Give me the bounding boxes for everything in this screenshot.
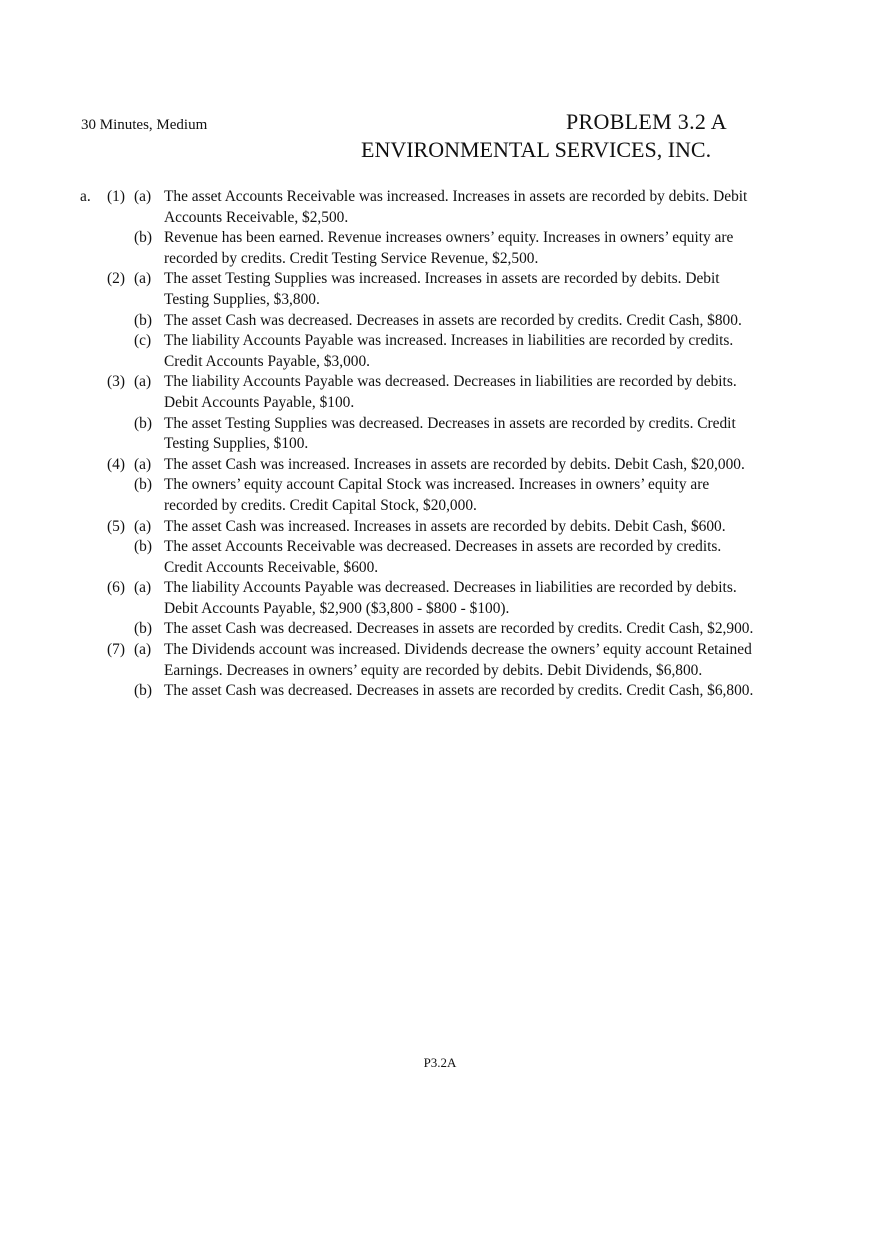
entry-text: The asset Testing Supplies was decreased. Decreases in assets are recorded by credits. Credit Testing Supplies, $100. bbox=[164, 414, 736, 453]
entry-number: (2) bbox=[107, 270, 125, 288]
entry-letter: (a) bbox=[134, 579, 152, 597]
entry-text: The asset Cash was decreased. Decreases in assets are recorded by credits. Credit Cash, $800. bbox=[164, 311, 742, 329]
entry-7b bbox=[80, 681, 760, 702]
entry-text: The asset Cash was decreased. Decreases in assets are recorded by credits. Credit Cash, $2,900. bbox=[164, 620, 754, 638]
entry-2a bbox=[80, 269, 760, 310]
entry-letter: (b) bbox=[134, 538, 152, 556]
entry-6b bbox=[80, 619, 760, 640]
entry-2b bbox=[80, 311, 760, 332]
entry-letter: (a) bbox=[134, 455, 152, 473]
entry-text: The asset Testing Supplies was increased. Increases in assets are recorded by debits. Debit Testing Supplies, $3,800. bbox=[164, 270, 720, 308]
entry-4b bbox=[80, 475, 760, 516]
entry-7a bbox=[80, 640, 760, 681]
entry-4a bbox=[80, 455, 760, 476]
entry-3b bbox=[80, 414, 760, 455]
entry-text: The asset Cash was increased. Increases in assets are recorded by debits. Debit Cash, $600. bbox=[164, 517, 726, 535]
entry-letter: (b) bbox=[134, 620, 152, 638]
entry-text: The owners’ equity account Capital Stock was increased. Increases in owners’ equity are recorded by credits. Credit Capital Stock, $20,000. bbox=[164, 476, 710, 514]
entry-letter: (a) bbox=[134, 517, 152, 535]
entry-text: The asset Cash was increased. Increases in assets are recorded by debits. Debit Cash, $20,000. bbox=[164, 455, 745, 473]
entry-5a bbox=[80, 517, 760, 538]
entry-2c bbox=[80, 331, 760, 372]
entry-text: Revenue has been earned. Revenue increases owners’ equity. Increases in owners’ equity are recorded by credits. Credit Testing Service Revenue, $2,500. bbox=[164, 229, 734, 267]
company-title: ENVIRONMENTAL SERVICES, INC. bbox=[361, 137, 712, 162]
entry-letter: (c) bbox=[134, 332, 152, 350]
entry-number: (1) bbox=[107, 188, 125, 205]
entry-number: (7) bbox=[107, 641, 125, 659]
entry-text: The Dividends account was increased. Dividends decrease the owners’ equity account Retained Earnings. Decreases in owners’ equity are recorded by debits. Debit Dividends, $6,800. bbox=[164, 641, 752, 679]
entries-list bbox=[80, 187, 760, 702]
entry-letter: (a) bbox=[134, 641, 152, 659]
entry-text: The liability Accounts Payable was decreased. Decreases in liabilities are recorded by debits. Debit Accounts Payable, $100. bbox=[164, 373, 737, 411]
entry-number: (3) bbox=[107, 373, 125, 391]
entry-1a bbox=[80, 187, 760, 228]
entry-3a bbox=[80, 372, 760, 413]
entry-number: (5) bbox=[107, 517, 125, 535]
entry-6a bbox=[80, 578, 760, 619]
entry-text: The liability Accounts Payable was decreased. Decreases in liabilities are recorded by debits. Debit Accounts Payable, $2,900 ($3,800 - $800 - $100). bbox=[164, 579, 737, 617]
entry-text: The asset Cash was decreased. Decreases in assets are recorded by credits. Credit Cash, $6,800. bbox=[164, 682, 754, 700]
entry-number: (6) bbox=[107, 579, 125, 597]
entry-number: (4) bbox=[107, 455, 125, 473]
entry-letter: (a) bbox=[134, 270, 152, 288]
entry-1b bbox=[80, 228, 760, 269]
entry-letter: (b) bbox=[134, 682, 152, 700]
entry-5b bbox=[80, 537, 760, 578]
entry-letter: (a) bbox=[134, 373, 152, 391]
entry-letter: (a) bbox=[134, 188, 152, 205]
problem-title: PROBLEM 3.2 A bbox=[566, 109, 727, 134]
entry-letter: (b) bbox=[134, 229, 152, 247]
entry-letter: (b) bbox=[134, 414, 152, 432]
entry-text: The liability Accounts Payable was increased. Increases in liabilities are recorded by credits. Credit Accounts Payable, $3,000. bbox=[164, 332, 734, 370]
page-label: P3.2A bbox=[423, 1055, 457, 1070]
problem-meta: 30 Minutes, Medium bbox=[81, 117, 208, 133]
section-label: a. bbox=[80, 188, 91, 205]
entry-text: The asset Accounts Receivable was increased. Increases in assets are recorded by debits. Debit Accounts Receivable, $2,500. bbox=[164, 188, 748, 226]
entry-letter: (b) bbox=[134, 311, 152, 329]
entry-text: The asset Accounts Receivable was decreased. Decreases in assets are recorded by credits. Credit Accounts Receivable, $600. bbox=[164, 538, 722, 576]
entry-letter: (b) bbox=[134, 476, 152, 494]
